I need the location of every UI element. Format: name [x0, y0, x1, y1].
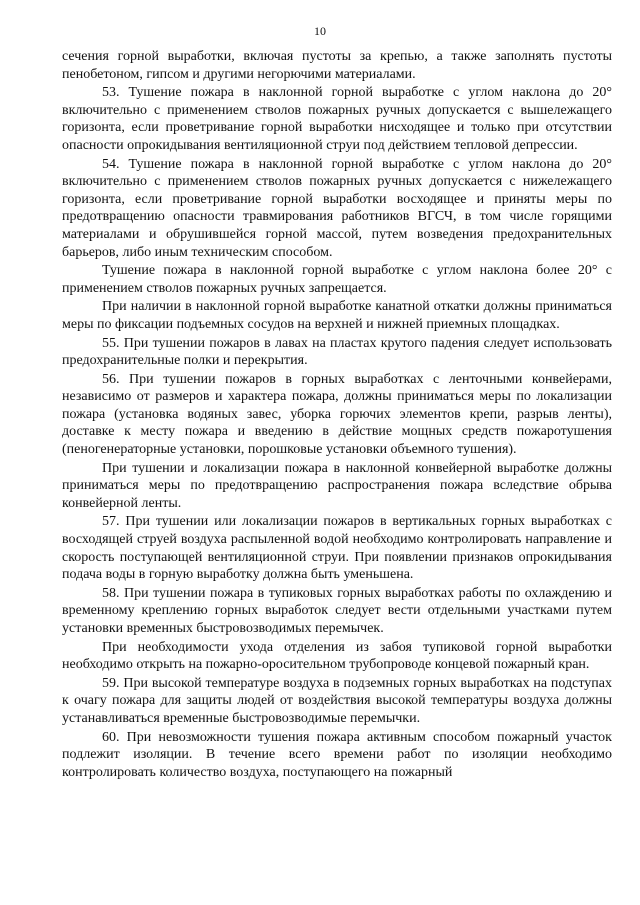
paragraph-60: 60. При невозможности тушения пожара активным способом пожарный участок подлежит изоляции. В течение всего времени работ по изоляции необходимо контролировать количество воздуха, поступающего на пожарный	[62, 729, 612, 780]
page-number: 10	[314, 24, 326, 38]
paragraph-57: 57. При тушении или локализации пожаров в вертикальных горных выработках с восходящей струей воздуха распыленной водой необходимо контролировать направление и скорость поступающей вентиляционной струи. При появлении признаков опрокидывания подача воды в горную выработку должна быть уменьшена.	[62, 514, 612, 583]
paragraph: Тушение пожара в наклонной горной выработке с углом наклона более 20° с применением стволов пожарных ручных запрещается.	[62, 263, 612, 296]
document-body	[62, 48, 612, 782]
paragraph-59: 59. При высокой температуре воздуха в подземных горных выработках на подступах к очагу пожара для защиты людей от воздействия высокой температуры воздуха должны устанавливаться временные быстровозводимые перемычки.	[62, 675, 612, 726]
paragraph: сечения горной выработки, включая пустоты за крепью, а также заполнять пустоты пенобетоном, гипсом и другими негорючими материалами.	[62, 49, 612, 82]
paragraph: При тушении и локализации пожара в наклонной конвейерной выработке должны приниматься меры по предотвращению распространения пожара вследствие обрыва конвейерной ленты.	[62, 460, 612, 511]
paragraph-53: 53. Тушение пожара в наклонной горной выработке с углом наклона до 20° включительно с применением стволов пожарных ручных допускается с вышележащего горизонта, если проветривание горной выработки нисходящее и только при отсутствии опасности опрокидывания вентиляционной струи под действием тепловой депрессии.	[62, 85, 612, 153]
paragraph-56: 56. При тушении пожаров в горных выработках с ленточными конвейерами, независимо от размеров и характера пожара, должны приниматься меры по локализации пожара (установка водяных завес, уборка горючих элементов крепи, разрыв ленты), доставке к месту пожара и введению в действие мощных средств пожаротушения (пеногенераторные установки, порошковые установки объемного тушения).	[62, 371, 612, 458]
paragraph-54: 54. Тушение пожара в наклонной горной выработке с углом наклона до 20° включительно с применением стволов пожарных ручных допускается с нижележащего горизонта, если проветривание горной выработки восходящее и приняты меры по предотвращению опасности травмирования работников ВГСЧ, в том числе горящими материалами и обрушившейся горной массой, путем возведения предохранительных барьеров, либо иным техническим способом.	[62, 156, 612, 260]
paragraph-55: 55. При тушении пожаров в лавах на пластах крутого падения следует использовать предохранительные полки и перекрытия.	[62, 335, 612, 369]
paragraph: При необходимости ухода отделения из забоя тупиковой горной выработки необходимо открыть на пожарно-оросительном трубопроводе концевой пожарный кран.	[62, 639, 612, 673]
paragraph-58: 58. При тушении пожара в тупиковых горных выработках работы по охлаждению и временному креплению горных выработок следует вести отдельными участками путем установки временных быстровозводимых перемычек.	[62, 585, 612, 636]
paragraph: При наличии в наклонной горной выработке канатной откатки должны приниматься меры по фиксации подъемных сосудов на верхней и нижней приемных площадках.	[62, 299, 612, 332]
